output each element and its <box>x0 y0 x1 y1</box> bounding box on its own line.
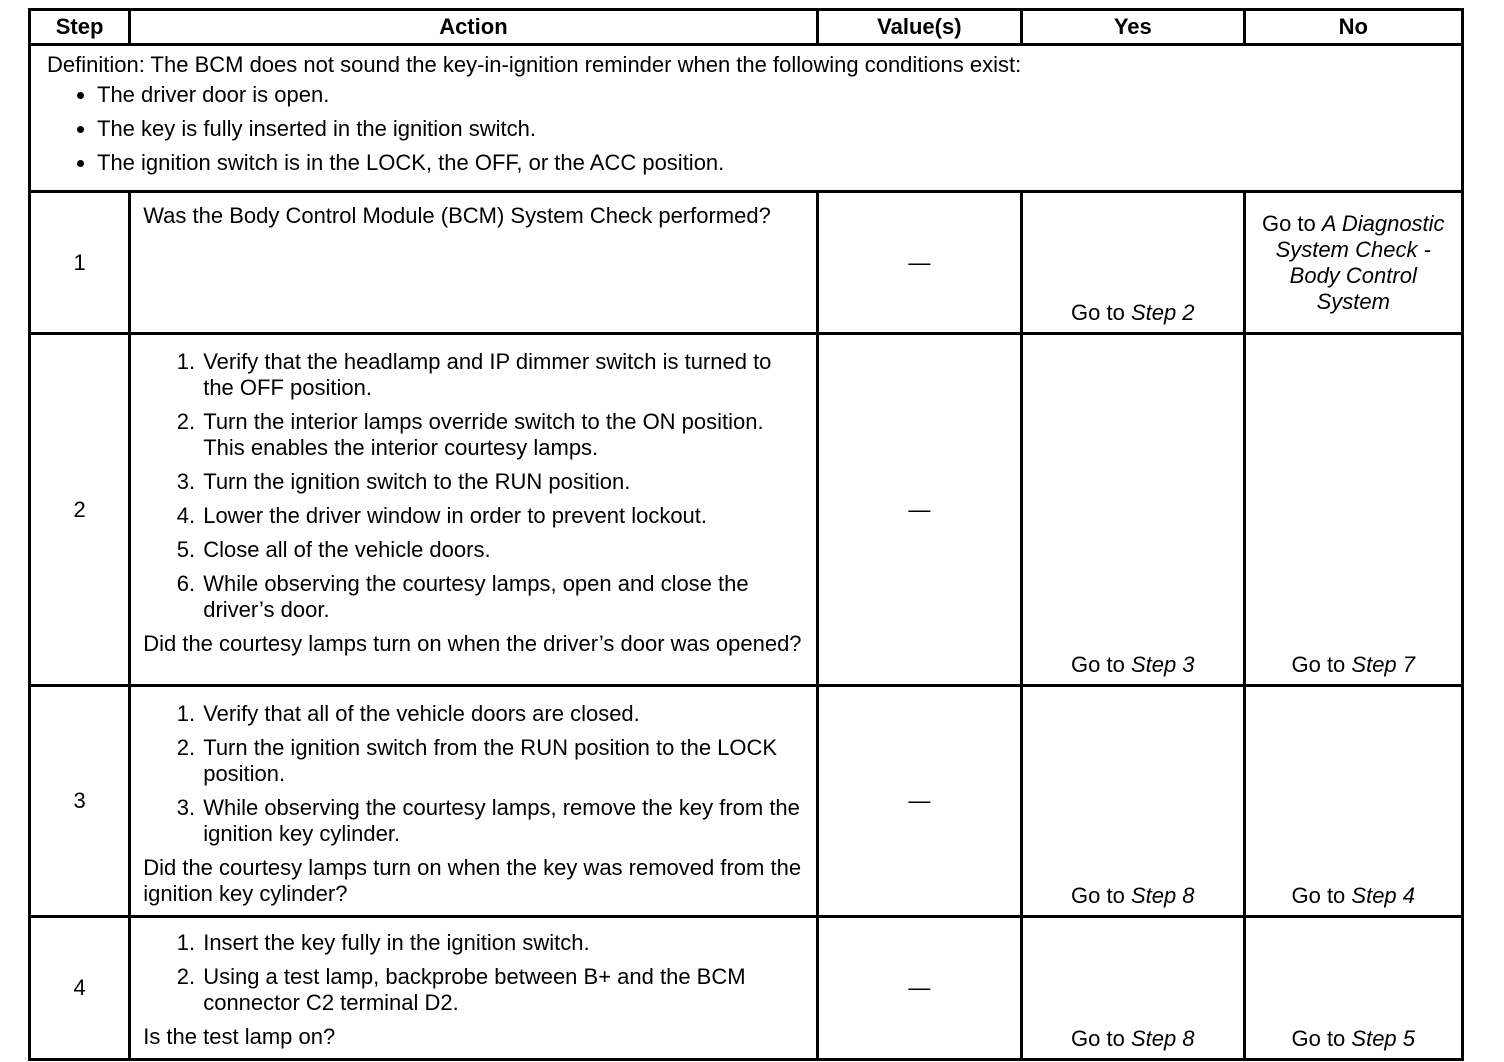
goto-prefix: Go to <box>1071 300 1131 325</box>
yes-cell <box>1022 686 1244 917</box>
goto-prefix: Go to <box>1071 652 1131 677</box>
yes-cell <box>1022 192 1244 334</box>
yes-goto[interactable] <box>1071 300 1195 325</box>
no-cell <box>1244 686 1462 917</box>
goto-target: A Diagnostic System Check - Body Control System <box>1275 210 1445 314</box>
step-number: 2 <box>30 334 130 686</box>
value-cell: — <box>817 334 1021 686</box>
yes-goto[interactable] <box>1071 652 1195 677</box>
goto-prefix: Go to <box>1071 1026 1131 1051</box>
yes-goto[interactable] <box>1071 883 1195 908</box>
value-cell: — <box>817 917 1021 1060</box>
goto-prefix: Go to <box>1291 652 1352 677</box>
header-action: Action <box>130 10 817 45</box>
action-question: Was the Body Control Module (BCM) System Check performed? <box>143 203 771 228</box>
no-goto[interactable] <box>1291 652 1415 677</box>
goto-target: Step 8 <box>1130 883 1195 908</box>
table-row <box>30 334 1463 686</box>
goto-target: Step 7 <box>1351 652 1416 677</box>
goto-target: Step 2 <box>1130 300 1195 325</box>
action-cell <box>130 334 817 686</box>
action-step: 5. Close all of the vehicle doors. <box>201 537 805 563</box>
goto-prefix: Go to <box>1071 883 1131 908</box>
action-step: 2. Using a test lamp, backprobe between B+ and the BCM connector C2 terminal D2. <box>201 964 805 1016</box>
diagnostic-table <box>28 8 1464 1061</box>
definition-text: Definition: The BCM does not sound the key-in-ignition reminder when the following conditions exist: <box>47 52 1022 77</box>
no-cell <box>1244 917 1462 1060</box>
action-step: 1. Verify that all of the vehicle doors are closed. <box>201 701 805 727</box>
goto-prefix: Go to <box>1291 1026 1352 1051</box>
action-cell <box>130 686 817 917</box>
definition-bullet: • The key is fully inserted in the ignition switch. <box>97 116 1447 142</box>
action-cell <box>130 192 817 334</box>
goto-target: Step 4 <box>1351 883 1416 908</box>
value-cell: — <box>817 192 1021 334</box>
yes-cell <box>1022 334 1244 686</box>
header-yes: Yes <box>1022 10 1244 45</box>
action-steps <box>143 930 805 1016</box>
action-steps <box>143 701 805 847</box>
action-step: 1. Insert the key fully in the ignition switch. <box>201 930 805 956</box>
header-value: Value(s) <box>817 10 1021 45</box>
action-step: 6. While observing the courtesy lamps, open and close the driver’s door. <box>201 571 805 623</box>
no-goto[interactable] <box>1291 883 1415 908</box>
action-step: 3. Turn the ignition switch to the RUN position. <box>201 469 805 495</box>
diagnostic-table-sheet <box>28 8 1464 1061</box>
yes-cell <box>1022 917 1244 1060</box>
table-row <box>30 686 1463 917</box>
action-question: Did the courtesy lamps turn on when the key was removed from the ignition key cylinder? <box>143 855 802 906</box>
no-goto[interactable] <box>1262 211 1445 314</box>
definition-bullets <box>47 82 1447 176</box>
no-goto[interactable] <box>1291 1026 1415 1051</box>
goto-target: Step 5 <box>1351 1026 1416 1051</box>
definition-bullet: • The driver door is open. <box>97 82 1447 108</box>
action-question: Did the courtesy lamps turn on when the driver’s door was opened? <box>143 631 802 656</box>
value-cell: — <box>817 686 1021 917</box>
goto-target: Step 3 <box>1130 652 1195 677</box>
action-question: Is the test lamp on? <box>143 1024 336 1049</box>
action-step: 1. Verify that the headlamp and IP dimmer switch is turned to the OFF position. <box>201 349 805 401</box>
action-step: 3. While observing the courtesy lamps, remove the key from the ignition key cylinder. <box>201 795 805 847</box>
no-cell <box>1244 192 1462 334</box>
action-step: 2. Turn the ignition switch from the RUN position to the LOCK position. <box>201 735 805 787</box>
goto-target: Step 8 <box>1130 1026 1195 1051</box>
action-step: 4. Lower the driver window in order to prevent lockout. <box>201 503 805 529</box>
action-cell <box>130 917 817 1060</box>
action-step: 2. Turn the interior lamps override switch to the ON position. This enables the interior courtesy lamps. <box>201 409 805 461</box>
definition-bullet: • The ignition switch is in the LOCK, the OFF, or the ACC position. <box>97 150 1447 176</box>
table-row <box>30 917 1463 1060</box>
step-number: 4 <box>30 917 130 1060</box>
header-row <box>30 10 1463 45</box>
definition-cell <box>30 45 1463 192</box>
goto-prefix: Go to <box>1291 883 1352 908</box>
header-no: No <box>1244 10 1462 45</box>
no-cell <box>1244 334 1462 686</box>
step-number: 1 <box>30 192 130 334</box>
definition-row <box>30 45 1463 192</box>
action-steps <box>143 349 805 623</box>
table-row <box>30 192 1463 334</box>
yes-goto[interactable] <box>1071 1026 1195 1051</box>
step-number: 3 <box>30 686 130 917</box>
goto-prefix: Go to <box>1261 210 1322 236</box>
header-step: Step <box>30 10 130 45</box>
